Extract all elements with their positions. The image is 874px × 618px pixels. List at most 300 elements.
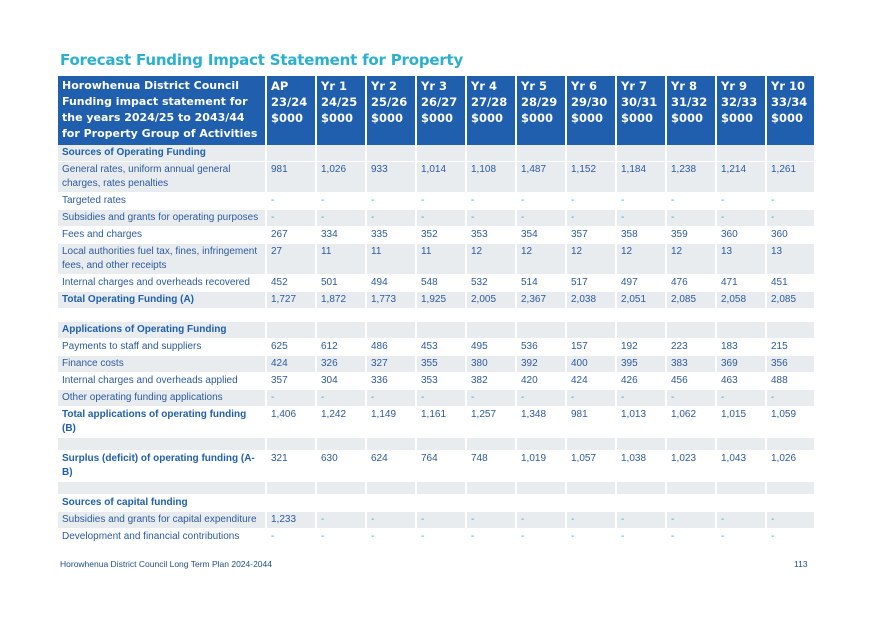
value-cell: - <box>566 529 616 546</box>
value-cell <box>716 495 766 512</box>
funding-impact-table <box>58 76 814 546</box>
section-heading-row <box>58 322 814 339</box>
value-cell: 452 <box>266 275 316 292</box>
spacer-cell <box>466 309 516 322</box>
value-cell: 463 <box>716 373 766 390</box>
value-cell: 476 <box>666 275 716 292</box>
value-cell: 1,038 <box>616 451 666 482</box>
header-year-line: $000 <box>371 111 404 125</box>
value-cell: 548 <box>416 275 466 292</box>
value-cell: 2,085 <box>766 292 814 309</box>
table-row <box>58 210 814 227</box>
value-cell <box>316 145 366 162</box>
value-cell: 1,487 <box>516 162 566 193</box>
value-cell: - <box>316 390 366 407</box>
row-label: Finance costs <box>58 356 266 373</box>
spacer-cell <box>416 309 466 322</box>
value-cell: 420 <box>516 373 566 390</box>
value-cell <box>416 145 466 162</box>
spacer-cell <box>416 438 466 451</box>
row-label: Sources of capital funding <box>58 495 266 512</box>
header-row <box>58 76 814 145</box>
spacer-cell <box>766 309 814 322</box>
value-cell <box>416 495 466 512</box>
value-cell: - <box>616 529 666 546</box>
page-title: Forecast Funding Impact Statement for Property <box>60 51 464 69</box>
value-cell: 1,149 <box>366 407 416 438</box>
value-cell: 327 <box>366 356 416 373</box>
header-year-line: Yr 9 <box>721 79 748 93</box>
value-cell: 624 <box>366 451 416 482</box>
value-cell <box>766 145 814 162</box>
header-year-line: $000 <box>321 111 354 125</box>
spacer-cell <box>316 309 366 322</box>
value-cell: 625 <box>266 339 316 356</box>
value-cell: 354 <box>516 227 566 244</box>
value-cell: 488 <box>766 373 814 390</box>
value-cell: 764 <box>416 451 466 482</box>
value-cell: - <box>516 390 566 407</box>
spacer-cell <box>466 482 516 495</box>
value-cell: - <box>516 529 566 546</box>
spacer-cell <box>316 438 366 451</box>
row-label: Surplus (deficit) of operating funding (A-B) <box>58 451 266 482</box>
value-cell: 451 <box>766 275 814 292</box>
value-cell: 400 <box>566 356 616 373</box>
value-cell: 456 <box>666 373 716 390</box>
header-year-line: 26/27 <box>421 95 458 109</box>
spacer-cell <box>58 482 266 495</box>
header-year-cell <box>666 76 716 145</box>
spacer-cell <box>516 309 566 322</box>
value-cell <box>716 145 766 162</box>
value-cell: 369 <box>716 356 766 373</box>
value-cell: 1,059 <box>766 407 814 438</box>
value-cell: 11 <box>316 244 366 275</box>
spacer-row <box>58 482 814 495</box>
value-cell <box>466 495 516 512</box>
header-year-line: 23/24 <box>271 95 308 109</box>
spacer-cell <box>766 438 814 451</box>
value-cell: 304 <box>316 373 366 390</box>
header-year-line: $000 <box>471 111 504 125</box>
value-cell: - <box>716 210 766 227</box>
value-cell: 933 <box>366 162 416 193</box>
value-cell: 471 <box>716 275 766 292</box>
value-cell: - <box>716 529 766 546</box>
value-cell: - <box>266 390 316 407</box>
value-cell: 215 <box>766 339 814 356</box>
value-cell: 357 <box>266 373 316 390</box>
value-cell: - <box>316 193 366 210</box>
value-cell: - <box>366 390 416 407</box>
value-cell: - <box>666 529 716 546</box>
header-year-line: 28/29 <box>521 95 558 109</box>
spacer-cell <box>266 438 316 451</box>
value-cell <box>766 322 814 339</box>
value-cell: 395 <box>616 356 666 373</box>
value-cell: 1,872 <box>316 292 366 309</box>
header-year-line: 24/25 <box>321 95 358 109</box>
spacer-cell <box>266 309 316 322</box>
spacer-cell <box>716 309 766 322</box>
value-cell: 359 <box>666 227 716 244</box>
value-cell: - <box>416 529 466 546</box>
value-cell: 1,023 <box>666 451 716 482</box>
value-cell: - <box>716 512 766 529</box>
header-year-cell <box>516 76 566 145</box>
footer-document-title: Horowhenua District Council Long Term Plan 2024-2044 <box>60 559 272 569</box>
value-cell: 1,238 <box>666 162 716 193</box>
value-cell: 453 <box>416 339 466 356</box>
value-cell: 501 <box>316 275 366 292</box>
value-cell: 495 <box>466 339 516 356</box>
table-header <box>58 76 814 145</box>
header-year-line: Yr 7 <box>621 79 648 93</box>
value-cell: - <box>366 193 416 210</box>
value-cell: 392 <box>516 356 566 373</box>
value-cell: 223 <box>666 339 716 356</box>
value-cell: 334 <box>316 227 366 244</box>
value-cell: - <box>616 193 666 210</box>
value-cell: 1,773 <box>366 292 416 309</box>
value-cell: - <box>566 390 616 407</box>
header-year-line: 27/28 <box>471 95 508 109</box>
spacer-cell <box>58 438 266 451</box>
value-cell: 357 <box>566 227 616 244</box>
table-row <box>58 275 814 292</box>
value-cell: - <box>766 390 814 407</box>
value-cell: 353 <box>466 227 516 244</box>
header-year-line: Yr 6 <box>571 79 598 93</box>
value-cell: 748 <box>466 451 516 482</box>
value-cell: 426 <box>616 373 666 390</box>
value-cell <box>366 495 416 512</box>
value-cell: 1,214 <box>716 162 766 193</box>
value-cell: - <box>316 210 366 227</box>
value-cell: - <box>316 512 366 529</box>
spacer-cell <box>466 438 516 451</box>
header-year-line: Yr 2 <box>371 79 398 93</box>
row-label: Total Operating Funding (A) <box>58 292 266 309</box>
value-cell <box>366 145 416 162</box>
value-cell <box>716 322 766 339</box>
header-year-line: 32/33 <box>721 95 758 109</box>
table-row <box>58 339 814 356</box>
header-year-cell <box>266 76 316 145</box>
value-cell: 514 <box>516 275 566 292</box>
spacer-cell <box>666 309 716 322</box>
header-year-line: $000 <box>521 111 554 125</box>
table-row <box>58 227 814 244</box>
value-cell: - <box>366 512 416 529</box>
value-cell: 536 <box>516 339 566 356</box>
value-cell: 2,085 <box>666 292 716 309</box>
value-cell: 424 <box>266 356 316 373</box>
value-cell: - <box>616 512 666 529</box>
value-cell: - <box>766 210 814 227</box>
total-row <box>58 451 814 482</box>
spacer-cell <box>716 482 766 495</box>
value-cell: 12 <box>616 244 666 275</box>
value-cell: - <box>466 390 516 407</box>
value-cell: 1,019 <box>516 451 566 482</box>
section-heading-row <box>58 145 814 162</box>
row-label: Local authorities fuel tax, fines, infringement fees, and other receipts <box>58 244 266 275</box>
value-cell: 383 <box>666 356 716 373</box>
value-cell: - <box>766 193 814 210</box>
row-label: Total applications of operating funding (B) <box>58 407 266 438</box>
value-cell <box>316 495 366 512</box>
value-cell: 1,062 <box>666 407 716 438</box>
header-year-line: 33/34 <box>771 95 808 109</box>
row-label: Subsidies and grants for capital expenditure <box>58 512 266 529</box>
spacer-cell <box>366 438 416 451</box>
value-cell: 12 <box>466 244 516 275</box>
value-cell: 1,013 <box>616 407 666 438</box>
value-cell: - <box>666 390 716 407</box>
value-cell: 1,406 <box>266 407 316 438</box>
header-year-line: $000 <box>771 111 804 125</box>
header-year-cell <box>316 76 366 145</box>
spacer-cell <box>566 309 616 322</box>
value-cell <box>266 145 316 162</box>
value-cell: 1,057 <box>566 451 616 482</box>
value-cell: - <box>616 390 666 407</box>
value-cell: - <box>416 193 466 210</box>
header-year-line: $000 <box>621 111 654 125</box>
value-cell: - <box>566 193 616 210</box>
value-cell: 981 <box>266 162 316 193</box>
value-cell: - <box>466 193 516 210</box>
header-year-cell <box>766 76 814 145</box>
spacer-cell <box>416 482 466 495</box>
value-cell: - <box>566 512 616 529</box>
value-cell: 1,014 <box>416 162 466 193</box>
header-year-cell <box>366 76 416 145</box>
value-cell: 352 <box>416 227 466 244</box>
row-label: Fees and charges <box>58 227 266 244</box>
value-cell <box>566 322 616 339</box>
row-label: Other operating funding applications <box>58 390 266 407</box>
value-cell: - <box>466 529 516 546</box>
header-year-line: Yr 4 <box>471 79 498 93</box>
value-cell <box>516 495 566 512</box>
value-cell: - <box>266 193 316 210</box>
header-year-cell <box>716 76 766 145</box>
row-label: Internal charges and overheads applied <box>58 373 266 390</box>
value-cell: - <box>566 210 616 227</box>
row-label: General rates, uniform annual general charges, rates penalties <box>58 162 266 193</box>
row-label: Development and financial contributions <box>58 529 266 546</box>
value-cell: 1,026 <box>766 451 814 482</box>
value-cell <box>616 145 666 162</box>
spacer-cell <box>666 482 716 495</box>
header-year-line: 29/30 <box>571 95 608 109</box>
table-row <box>58 162 814 193</box>
total-row <box>58 292 814 309</box>
header-year-line: Yr 5 <box>521 79 548 93</box>
value-cell: - <box>516 210 566 227</box>
row-label: Applications of Operating Funding <box>58 322 266 339</box>
value-cell: - <box>716 193 766 210</box>
value-cell: 360 <box>716 227 766 244</box>
value-cell <box>516 322 566 339</box>
value-cell: 183 <box>716 339 766 356</box>
value-cell: 497 <box>616 275 666 292</box>
value-cell: - <box>516 512 566 529</box>
value-cell: 2,038 <box>566 292 616 309</box>
value-cell: 612 <box>316 339 366 356</box>
row-label: Sources of Operating Funding <box>58 145 266 162</box>
header-year-cell <box>466 76 516 145</box>
header-year-cell <box>566 76 616 145</box>
value-cell: 353 <box>416 373 466 390</box>
header-year-line: $000 <box>721 111 754 125</box>
spacer-cell <box>516 482 566 495</box>
value-cell: 2,051 <box>616 292 666 309</box>
value-cell: 1,043 <box>716 451 766 482</box>
header-label-cell: Horowhenua District Council Funding impact statement for the years 2024/25 to 2043/44 for Property Group of Activities <box>58 76 266 145</box>
row-label: Targeted rates <box>58 193 266 210</box>
value-cell: 2,367 <box>516 292 566 309</box>
value-cell: 380 <box>466 356 516 373</box>
value-cell: - <box>366 529 416 546</box>
spacer-cell <box>716 438 766 451</box>
value-cell: 1,152 <box>566 162 616 193</box>
header-year-line: Yr 10 <box>771 79 806 93</box>
spacer-cell <box>666 438 716 451</box>
value-cell: - <box>616 210 666 227</box>
value-cell <box>616 495 666 512</box>
value-cell <box>766 495 814 512</box>
value-cell: 494 <box>366 275 416 292</box>
value-cell: - <box>766 529 814 546</box>
value-cell: - <box>466 210 516 227</box>
value-cell: 981 <box>566 407 616 438</box>
value-cell <box>566 145 616 162</box>
table-row <box>58 356 814 373</box>
value-cell: 267 <box>266 227 316 244</box>
value-cell <box>366 322 416 339</box>
value-cell: 321 <box>266 451 316 482</box>
value-cell: 1,348 <box>516 407 566 438</box>
value-cell <box>466 322 516 339</box>
value-cell: 13 <box>766 244 814 275</box>
header-year-cell <box>416 76 466 145</box>
value-cell: 11 <box>366 244 416 275</box>
header-year-line: $000 <box>571 111 604 125</box>
table-row <box>58 373 814 390</box>
value-cell <box>516 145 566 162</box>
spacer-row <box>58 438 814 451</box>
value-cell: 2,058 <box>716 292 766 309</box>
value-cell: 12 <box>566 244 616 275</box>
spacer-cell <box>566 482 616 495</box>
value-cell: 1,242 <box>316 407 366 438</box>
value-cell: 27 <box>266 244 316 275</box>
spacer-cell <box>58 309 266 322</box>
value-cell: 12 <box>666 244 716 275</box>
row-label: Subsidies and grants for operating purposes <box>58 210 266 227</box>
value-cell: 12 <box>516 244 566 275</box>
total-row <box>58 407 814 438</box>
table-row <box>58 244 814 275</box>
value-cell: 424 <box>566 373 616 390</box>
value-cell: - <box>416 390 466 407</box>
value-cell: 1,015 <box>716 407 766 438</box>
value-cell: 13 <box>716 244 766 275</box>
value-cell: - <box>466 512 516 529</box>
value-cell: 630 <box>316 451 366 482</box>
spacer-cell <box>766 482 814 495</box>
spacer-cell <box>316 482 366 495</box>
header-year-line: Yr 3 <box>421 79 448 93</box>
value-cell: 336 <box>366 373 416 390</box>
header-year-line: $000 <box>421 111 454 125</box>
value-cell: 382 <box>466 373 516 390</box>
value-cell <box>666 495 716 512</box>
spacer-cell <box>616 482 666 495</box>
table-row <box>58 512 814 529</box>
header-year-line: 25/26 <box>371 95 408 109</box>
section-heading-row <box>58 495 814 512</box>
spacer-cell <box>366 309 416 322</box>
spacer-cell <box>366 482 416 495</box>
value-cell: 1,161 <box>416 407 466 438</box>
value-cell: 1,727 <box>266 292 316 309</box>
value-cell: 335 <box>366 227 416 244</box>
value-cell <box>666 322 716 339</box>
value-cell: - <box>416 210 466 227</box>
value-cell: - <box>316 529 366 546</box>
header-year-line: 30/31 <box>621 95 658 109</box>
value-cell: 360 <box>766 227 814 244</box>
value-cell: 1,261 <box>766 162 814 193</box>
header-year-line: $000 <box>671 111 704 125</box>
value-cell: 486 <box>366 339 416 356</box>
value-cell <box>266 322 316 339</box>
header-year-line: $000 <box>271 111 304 125</box>
header-year-line: Yr 1 <box>321 79 348 93</box>
header-year-line: 31/32 <box>671 95 708 109</box>
value-cell <box>566 495 616 512</box>
value-cell: - <box>666 193 716 210</box>
value-cell <box>416 322 466 339</box>
value-cell: 192 <box>616 339 666 356</box>
value-cell: - <box>766 512 814 529</box>
header-year-line: AP <box>271 79 289 93</box>
value-cell: 517 <box>566 275 616 292</box>
value-cell: 2,005 <box>466 292 516 309</box>
value-cell: 356 <box>766 356 814 373</box>
value-cell: 11 <box>416 244 466 275</box>
value-cell: - <box>666 512 716 529</box>
row-label: Internal charges and overheads recovered <box>58 275 266 292</box>
value-cell: 1,257 <box>466 407 516 438</box>
spacer-cell <box>566 438 616 451</box>
spacer-cell <box>616 438 666 451</box>
value-cell: - <box>266 210 316 227</box>
value-cell <box>616 322 666 339</box>
value-cell: 326 <box>316 356 366 373</box>
table-row <box>58 193 814 210</box>
value-cell <box>316 322 366 339</box>
header-year-cell <box>616 76 666 145</box>
table-row <box>58 390 814 407</box>
row-label: Payments to staff and suppliers <box>58 339 266 356</box>
spacer-cell <box>616 309 666 322</box>
